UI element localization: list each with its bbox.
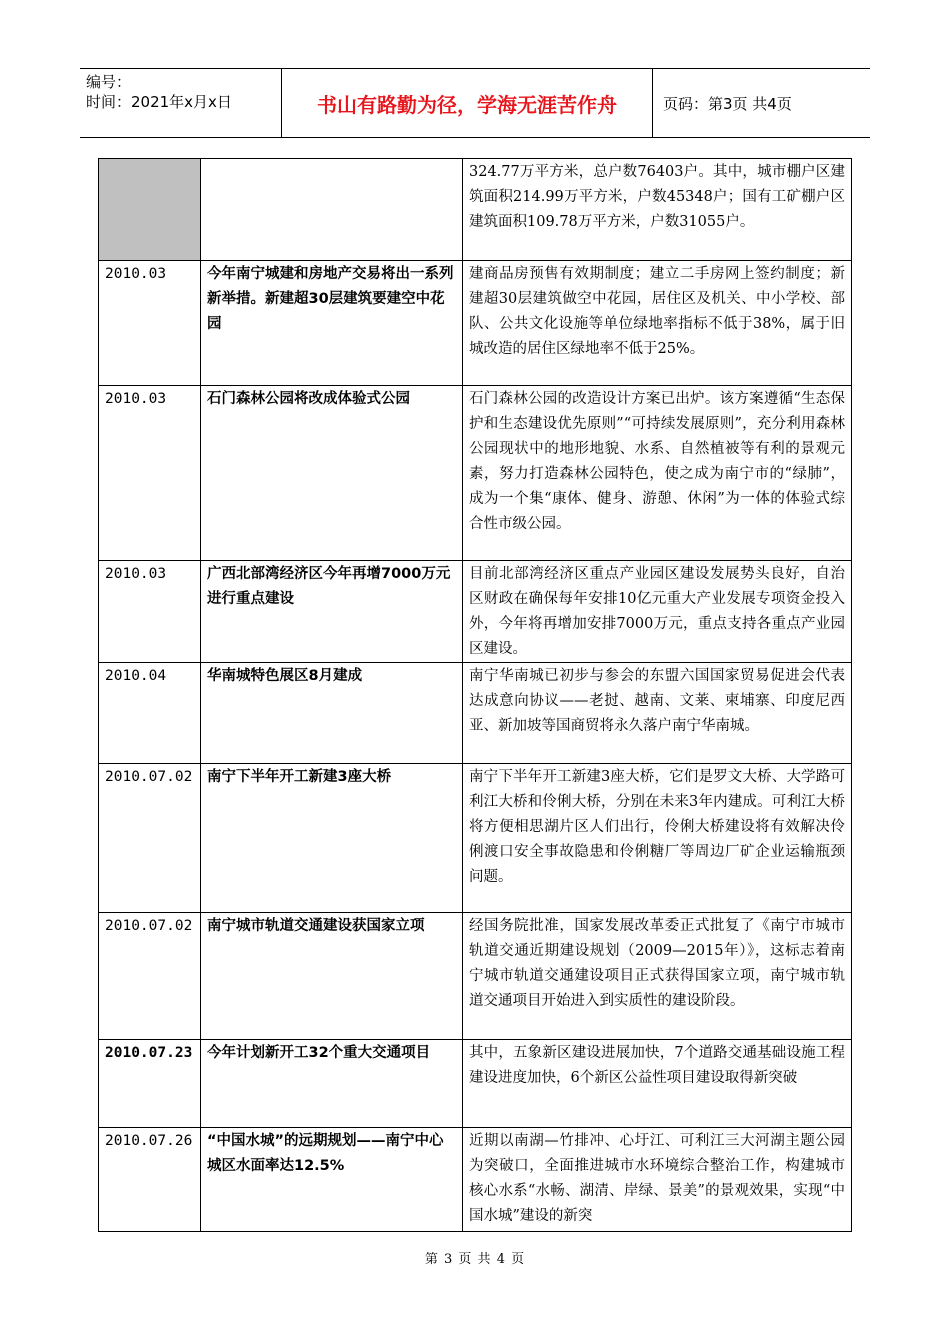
page-header <box>80 68 870 138</box>
table-row <box>99 1128 852 1232</box>
title-cell: 华南城特色展区8月建成 <box>201 663 463 764</box>
date-cell: 2010.07.02 <box>99 913 201 1040</box>
header-meta <box>80 69 282 137</box>
title-cell: 今年计划新开工32个重大交通项目 <box>201 1040 463 1128</box>
title-cell: 广西北部湾经济区今年再增7000万元进行重点建设 <box>201 561 463 663</box>
date-cell: 2010.07.02 <box>99 764 201 913</box>
content-cell: 目前北部湾经济区重点产业园区建设发展势头良好，自治区财政在确保每年安排10亿元重大产业发展专项资金投入外，今年将再增加安排7000万元，重点支持各重点产业园区建设。 <box>463 561 852 663</box>
title-cell: 南宁城市轨道交通建设获国家立项 <box>201 913 463 1040</box>
content-cell: 建商品房预售有效期制度；建立二手房网上签约制度；新建超30层建筑做空中花园，居住区及机关、中小学校、部队、公共文化设施等单位绿地率指标不低于38%，属于旧城改造的居住区绿地率不低于25%。 <box>463 261 852 386</box>
title-cell: 石门森林公园将改成体验式公园 <box>201 386 463 561</box>
header-motto: 书山有路勤为径，学海无涯苦作舟 <box>282 69 653 137</box>
document-date: 时间：2021年x月x日 <box>86 93 232 111</box>
content-cell: 南宁华南城已初步与参会的东盟六国国家贸易促进会代表达成意向协议——老挝、越南、文莱、柬埔寨、印度尼西亚、新加坡等国商贸将永久落户南宁华南城。 <box>463 663 852 764</box>
table-row <box>99 1040 852 1128</box>
table-row <box>99 913 852 1040</box>
date-cell: 2010.03 <box>99 386 201 561</box>
document-number: 编号： <box>86 73 132 91</box>
table-row <box>99 764 852 913</box>
table-row <box>99 261 852 386</box>
title-cell: 南宁下半年开工新建3座大桥 <box>201 764 463 913</box>
date-cell <box>99 159 201 261</box>
title-cell: 今年南宁城建和房地产交易将出一系列新举措。新建超30层建筑要建空中花园 <box>201 261 463 386</box>
events-table <box>98 158 852 1232</box>
content-cell: 南宁下半年开工新建3座大桥，它们是罗文大桥、大学路可利江大桥和伶俐大桥，分别在未来3年内建成。可利江大桥将方便相思湖片区人们出行，伶俐大桥建设将有效解决伶俐渡口安全事故隐患和伶俐糖厂等周边厂矿企业运输瓶颈问题。 <box>463 764 852 913</box>
header-page-number: 页码：第3页 共4页 <box>663 94 792 113</box>
content-cell: 经国务院批准，国家发展改革委正式批复了《南宁市城市轨道交通近期建设规划（2009—2015年）》，这标志着南宁城市轨道交通建设项目正式获得国家立项，南宁城市轨道交通项目开始进入到实质性的建设阶段。 <box>463 913 852 1040</box>
table-row <box>99 561 852 663</box>
content-cell: 石门森林公园的改造设计方案已出炉。该方案遵循“生态保护和生态建设优先原则”“可持续发展原则”，充分利用森林公园现状中的地形地貌、水系、自然植被等有利的景观元素，努力打造森林公园特色，使之成为南宁市的“绿肺”，成为一个集“康体、健身、游憩、休闲”为一体的体验式综合性市级公园。 <box>463 386 852 561</box>
date-cell: 2010.03 <box>99 561 201 663</box>
date-cell: 2010.07.23 <box>99 1040 201 1128</box>
table-row <box>99 663 852 764</box>
date-cell: 2010.07.26 <box>99 1128 201 1232</box>
content-cell: 324.77万平方米，总户数76403户。其中，城市棚户区建筑面积214.99万平方米，户数45348户；国有工矿棚户区建筑面积109.78万平方米，户数31055户。 <box>463 159 852 261</box>
page-footer: 第 3 页 共 4 页 <box>424 1252 526 1267</box>
content-cell: 近期以南湖—竹排冲、心圩江、可利江三大河湖主题公园为突破口，全面推进城市水环境综合整治工作，构建城市核心水系“水畅、湖清、岸绿、景美”的景观效果，实现“中国水城”建设的新突 <box>463 1128 852 1232</box>
title-cell: “中国水城”的远期规划——南宁中心城区水面率达12.5% <box>201 1128 463 1232</box>
date-cell: 2010.03 <box>99 261 201 386</box>
table-row <box>99 159 852 261</box>
table-row <box>99 386 852 561</box>
content-cell: 其中，五象新区建设进展加快，7个道路交通基础设施工程建设进度加快，6个新区公益性项目建设取得新突破 <box>463 1040 852 1128</box>
title-cell <box>201 159 463 261</box>
date-cell: 2010.04 <box>99 663 201 764</box>
